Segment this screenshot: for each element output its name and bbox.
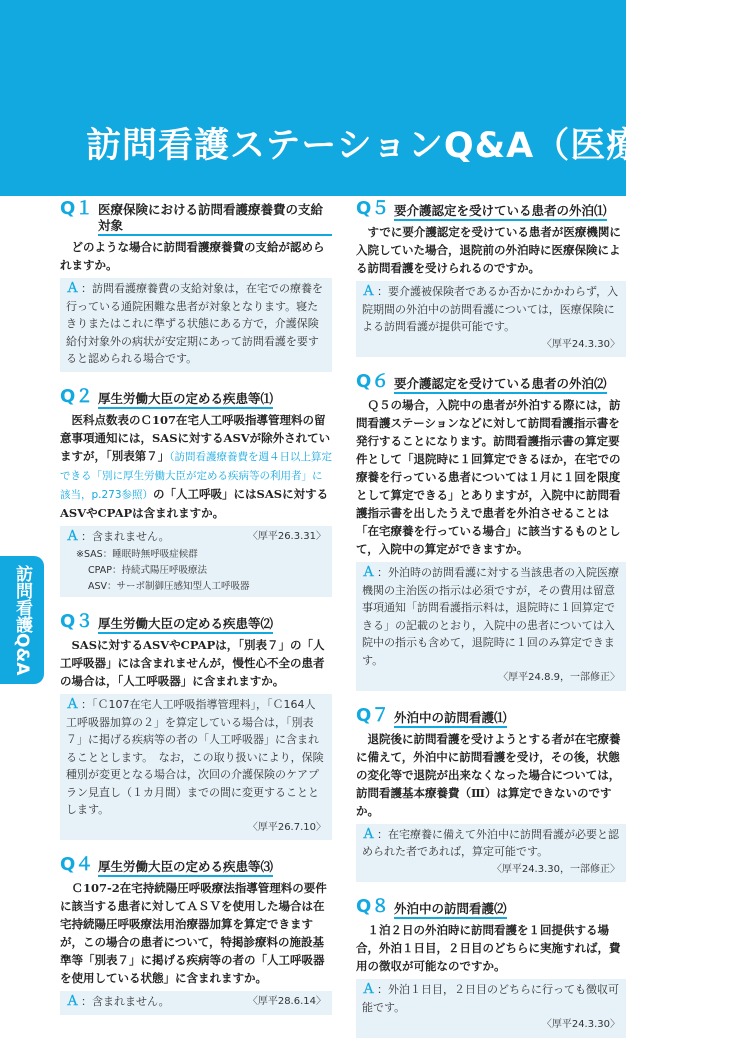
answer-box [356, 824, 626, 883]
answer-text: ：外泊時の訪問看護に対する当該患者の入院医療機関の主治医の指示は必須ですが，その費用は留意事項通知「訪問看護指示料は，退院時に１回算定できる」の記載のとおり，入院中の患者については入院中の指示も含めて，退院時に１回のみ算定できます。 [362, 566, 620, 667]
answer-box [356, 562, 626, 691]
answer-text: ：訪問看護療養費の支給対象は，在宅での療養を行っている通院困難な患者が対象となります。寝たきりまたはこれに準ずる状態にある方で，介護保険給付対象外の病状が安定期にあって訪問看護を要すると認められる場合です。 [66, 282, 324, 365]
qa-item [60, 613, 332, 840]
qa-item [356, 200, 626, 357]
question-body: すでに要介護認定を受けている患者が医療機関に入院していた場合，退院前の外泊時に医療保険による訪問看護を受けられるのですか。 [356, 225, 621, 275]
answer-text: ：「Ｃ107在宅人工呼吸指導管理料」，「Ｃ164人工呼吸器加算の２」を算定している場合は，「別表７」に掲げる疾病等の者の「人工呼吸器」に含まれることとします。 なお，この取り扱いにより，保険種別が変更となる場合は，次回の介護保険のケアプラン見直し（１カ月間）までの間に変更することとします。 [66, 698, 324, 816]
answer-label: Ａ [66, 528, 80, 544]
question-title: 要介護認定を受けている患者の外泊⑵ [394, 374, 607, 394]
reference: 〈厚平26.7.10〉 [247, 821, 326, 833]
left-column [60, 200, 332, 1031]
question-title: 厚生労働大臣の定める疾患等⑶ [98, 857, 273, 877]
qa-item [356, 898, 626, 1038]
question-title: 厚生労働大臣の定める疾患等⑴ [98, 389, 273, 409]
reference: 〈厚平24.3.30〉 [541, 338, 620, 350]
answer-text: ：含まれません。 [81, 529, 170, 543]
question-number: Q１ [60, 198, 94, 219]
question-title: 外泊中の訪問看護⑵ [394, 899, 507, 919]
qa-item [356, 704, 626, 883]
question-number: Q６ [356, 371, 390, 392]
question-body-part: 医科点数表のＣ107在宅人工呼吸指導管理料の留意事項通知には，SASに対するASVが除外されていますが，「別表第７」 [60, 412, 331, 463]
abbrev-note: ASV：サーボ制御圧感知型人工呼吸器 [88, 581, 250, 592]
question-title: 厚生労働大臣の定める疾患等⑵ [98, 614, 273, 634]
page-title: 訪問看護ステーションQ&A（医療保険） [86, 126, 750, 166]
answer-text: ：在宅療養に備えて外泊中に訪問看護が必要と認められた者であれば，算定可能です。 [362, 827, 620, 858]
question-number: Q８ [356, 896, 390, 917]
abbrev-note: CPAP：持続式陽圧呼吸療法 [88, 565, 207, 576]
answer-label: Ａ [362, 982, 376, 997]
question-body: １泊２日の外泊時に訪問看護を１回提供する場合，外泊１日目，２日目のどちらに実施すれば，費用の徴収が可能なのですか。 [356, 923, 621, 973]
question-number: Q７ [356, 704, 390, 726]
side-tab: 訪問看護Q&A [0, 556, 44, 684]
qa-item [60, 200, 332, 372]
question-title: 外泊中の訪問看護⑴ [394, 708, 507, 728]
answer-label: Ａ [362, 565, 376, 580]
question-number: Q４ [60, 854, 94, 875]
question-title: 要介護認定を受けている患者の外泊⑴ [394, 201, 607, 221]
answer-label: Ａ [66, 994, 80, 1009]
abbrev-note: ※SAS：睡眠時無呼吸症候群 [76, 549, 198, 560]
reference: 〈厚平24.8.9，一部修正〉 [498, 672, 620, 683]
question-number: Q２ [60, 385, 94, 407]
qa-item [60, 385, 332, 598]
answer-box [60, 694, 332, 840]
question-title: 医療保険における訪問看護療養費の支給対象 [98, 200, 332, 236]
question-body: Ｑ５の場合，入院中の患者が外泊する際には，訪問看護ステーションなどに対して訪問看護指示書を発行することになります。訪問看護指示書の算定要件として「退院時に１回算定できるほか，在宅での療養を行っている患者については１月に１回を限度として算定できる」とありますが，入院中に訪問看護指示書を出したうえで患者を外泊させることは「在宅療養を行っている場合」に該当するものとして，入院中の算定ができますか。 [356, 398, 621, 556]
answer-label: Ａ [362, 826, 376, 842]
question-body [60, 411, 332, 522]
question-body: 退院後に訪問看護を受けようとする者が在宅療養に備えて，外泊中に訪問看護を受け，その後，状態の変化等で退院が出来なくなった場合については，訪問看護基本療養費（Ⅲ）は算定できないのですか。 [356, 731, 621, 818]
answer-box [60, 278, 332, 372]
question-body: どのような場合に訪問看護療養費の支給が認められますか。 [60, 240, 325, 272]
answer-text: ：要介護被保険者であるか否かにかかわらず，入院期間の外泊中の訪問看護については，医療保険による訪問看護が提供可能です。 [362, 285, 619, 333]
question-body-part: の「人工呼吸」にはSASに対するASVやCPAPは含まれますか。 [60, 486, 329, 520]
qa-item [60, 856, 332, 1015]
reference: 〈厚平24.3.30〉 [541, 1019, 620, 1030]
header-banner [0, 0, 750, 196]
answer-text: ：外泊１日目，２日目のどちらに行っても徴収可能です。 [362, 983, 620, 1014]
answer-label: Ａ [362, 284, 376, 299]
answer-box [356, 979, 626, 1038]
question-body: Ｃ107-2在宅持続陽圧呼吸療法指導管理料の要件に該当する患者に対してＡＳＶを使用した場合は在宅持続陽圧呼吸療法用治療器加算を算定できますが，この場合の患者について，特掲診療料の施設基準等「別表７」に掲げる疾病等の者の「人工呼吸器を使用している状態」に含まれますか。 [60, 881, 327, 985]
answer-text: ：含まれません。 [81, 995, 170, 1008]
question-number: Q３ [60, 611, 94, 632]
question-body-note: （訪問看護療養費を週４日以上算定できる「別に厚生労働大臣が定める疾病等の利用者」に該当，p.273参照） [60, 450, 332, 501]
reference: 〈厚平28.6.14〉 [247, 996, 326, 1007]
qa-item [356, 373, 626, 691]
right-column [356, 200, 626, 1054]
reference: 〈厚平24.3.30，一部修正〉 [491, 863, 620, 875]
answer-box [60, 526, 332, 598]
answer-box [60, 991, 332, 1015]
question-body: SASに対するASVやCPAPは，「別表７」の「人工呼吸器」には含まれませんが，慢性心不全の患者の場合は，「人工呼吸器」に含まれますか。 [60, 638, 325, 688]
question-number: Q５ [356, 198, 390, 219]
answer-label: Ａ [66, 697, 80, 712]
answer-label: Ａ [66, 281, 80, 296]
answer-box [356, 281, 626, 357]
reference: 〈厚平26.3.31〉 [247, 530, 326, 542]
